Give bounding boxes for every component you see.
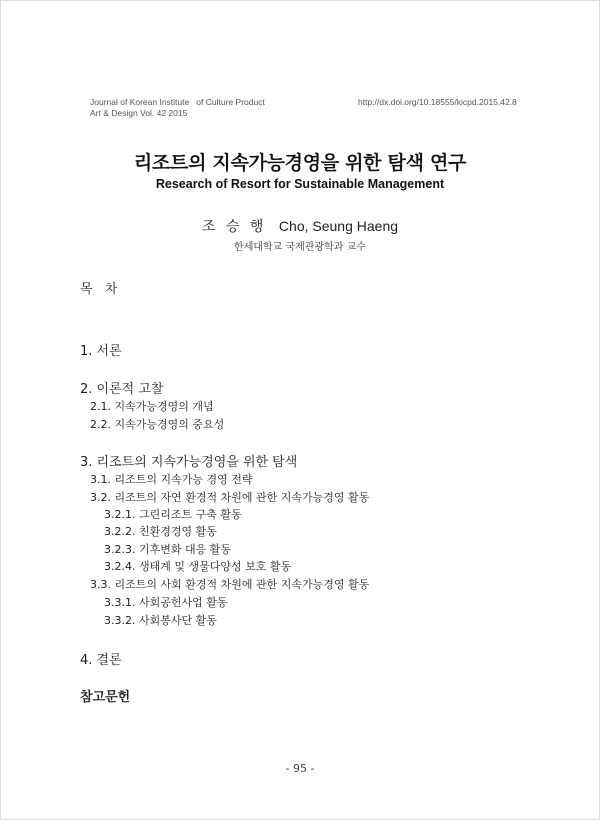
journal-info	[90, 97, 265, 119]
doi-link[interactable]: http://dx.doi.org/10.18555/kicpd.2015.42.8	[358, 97, 517, 107]
author-name-korean: 조 승 행	[201, 219, 267, 235]
toc-item: 3. 리조트의 지속가능경영을 위한 탐색	[80, 455, 298, 470]
toc-item: 2.2. 지속가능경영의 중요성	[90, 418, 225, 431]
toc-item: 3.3. 리조트의 사회 환경적 차원에 관한 지속가능경영 활동	[90, 578, 370, 591]
toc-item: 3.1. 리조트의 지속가능 경영 전략	[90, 473, 253, 486]
toc-item: 2.1. 지속가능경영의 개념	[90, 400, 214, 413]
toc-item: 2. 이론적 고찰	[80, 382, 164, 397]
toc-item: 3.2.4. 생태계 및 생물다양성 보호 활동	[104, 560, 292, 573]
author-affiliation: 한세대학교 국제관광학과 교수	[234, 242, 366, 253]
author-line	[0, 216, 600, 236]
toc-item-references: 참고문헌	[80, 690, 131, 705]
toc-item: 3.3.1. 사회공헌사업 활동	[104, 596, 228, 609]
toc-item: 3.2.1. 그린리조트 구축 활동	[104, 508, 242, 521]
title-korean: 리조트의 지속가능경영을 위한 탐색 연구	[133, 152, 467, 174]
toc-item: 3.2. 리조트의 자연 환경적 차원에 관한 지속가능경영 활동	[90, 491, 370, 504]
toc-heading: 목 차	[80, 282, 122, 297]
title-english: Research of Resort for Sustainable Management	[155, 177, 445, 191]
journal-name: Journal of Korean Institute of Culture Product	[90, 97, 265, 107]
toc-item: 3.3.2. 사회봉사단 활동	[104, 614, 217, 627]
page-number: - 95 -	[285, 762, 315, 775]
toc-item: 3.2.2. 친환경경영 활동	[104, 525, 217, 538]
author-name-english: Cho, Seung Haeng	[278, 218, 399, 234]
toc-item: 3.2.3. 기후변화 대응 활동	[104, 543, 231, 556]
journal-volume: Art & Design Vol. 42 2015	[90, 108, 188, 118]
toc-item: 4. 결론	[80, 653, 122, 668]
toc-item: 1. 서론	[80, 344, 122, 359]
